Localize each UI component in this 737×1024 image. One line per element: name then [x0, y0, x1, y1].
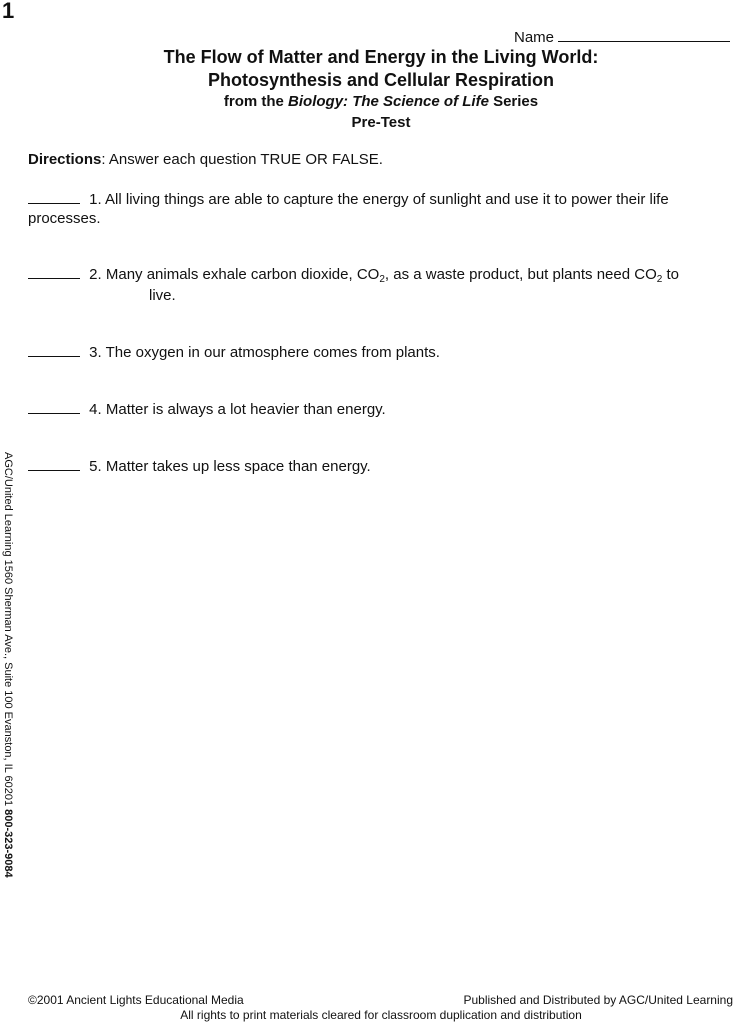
question-2 [28, 265, 737, 289]
question-text: All living things are able to capture the energy of sunlight and use it to power their life processes. [28, 191, 669, 227]
series-suffix: Series [488, 93, 539, 110]
question-text-c: to [662, 266, 679, 283]
question-3 [28, 343, 440, 362]
series-name: Biology: The Science of Life [288, 93, 489, 110]
footer-publisher: Published and Distributed by AGC/United Learning [463, 993, 733, 1007]
footer-rights: All rights to print materials cleared for classroom duplication and distribution [180, 1008, 582, 1022]
question-number: 3. [89, 344, 102, 361]
footer-copyright: ©2001 Ancient Lights Educational Media [28, 993, 244, 1007]
question-text: Matter takes up less space than energy. [105, 458, 371, 475]
question-text-b: , as a waste product, but plants need CO [384, 266, 657, 283]
name-blank-line[interactable] [558, 27, 730, 42]
answer-blank-1[interactable] [28, 191, 80, 204]
subscript-2: 2 [379, 274, 385, 285]
question-4 [28, 400, 386, 419]
answer-blank-5[interactable] [28, 458, 80, 471]
directions-label: Directions [28, 151, 102, 168]
subscript-2: 2 [656, 274, 663, 285]
question-text: Matter is always a lot heavier than energy. [105, 401, 386, 418]
question-text-a: Many animals exhale carbon dioxide, CO [105, 266, 380, 283]
directions [28, 151, 383, 168]
question-number: 2. [89, 266, 102, 283]
series-line [0, 93, 737, 110]
question-2-continued: live. [149, 287, 176, 304]
page-number: 1 [2, 0, 15, 23]
answer-blank-2[interactable] [28, 266, 80, 279]
answer-blank-3[interactable] [28, 344, 80, 357]
question-5 [28, 457, 371, 476]
answer-blank-4[interactable] [28, 401, 80, 414]
directions-text: : Answer each question TRUE OR FALSE. [101, 151, 383, 168]
series-prefix: from the [223, 93, 289, 110]
question-number: 1. [89, 191, 102, 208]
name-label: Name [514, 29, 555, 46]
test-type: Pre-Test [351, 114, 411, 131]
question-number: 5. [89, 458, 102, 475]
title-line-1: The Flow of Matter and Energy in the Living World: [163, 47, 599, 67]
question-text: The oxygen in our atmosphere comes from plants. [105, 344, 440, 361]
publisher-address-vertical [2, 452, 14, 878]
publisher-address: AGC/United Learning 1560 Sherman Ave., Suite 100 Evanston, IL 60201 [2, 452, 14, 810]
title-line-2: Photosynthesis and Cellular Respiration [207, 70, 555, 90]
publisher-phone: 800-323-9084 [2, 809, 14, 878]
question-1 [28, 190, 728, 228]
question-number: 4. [89, 401, 102, 418]
name-field [514, 27, 730, 46]
